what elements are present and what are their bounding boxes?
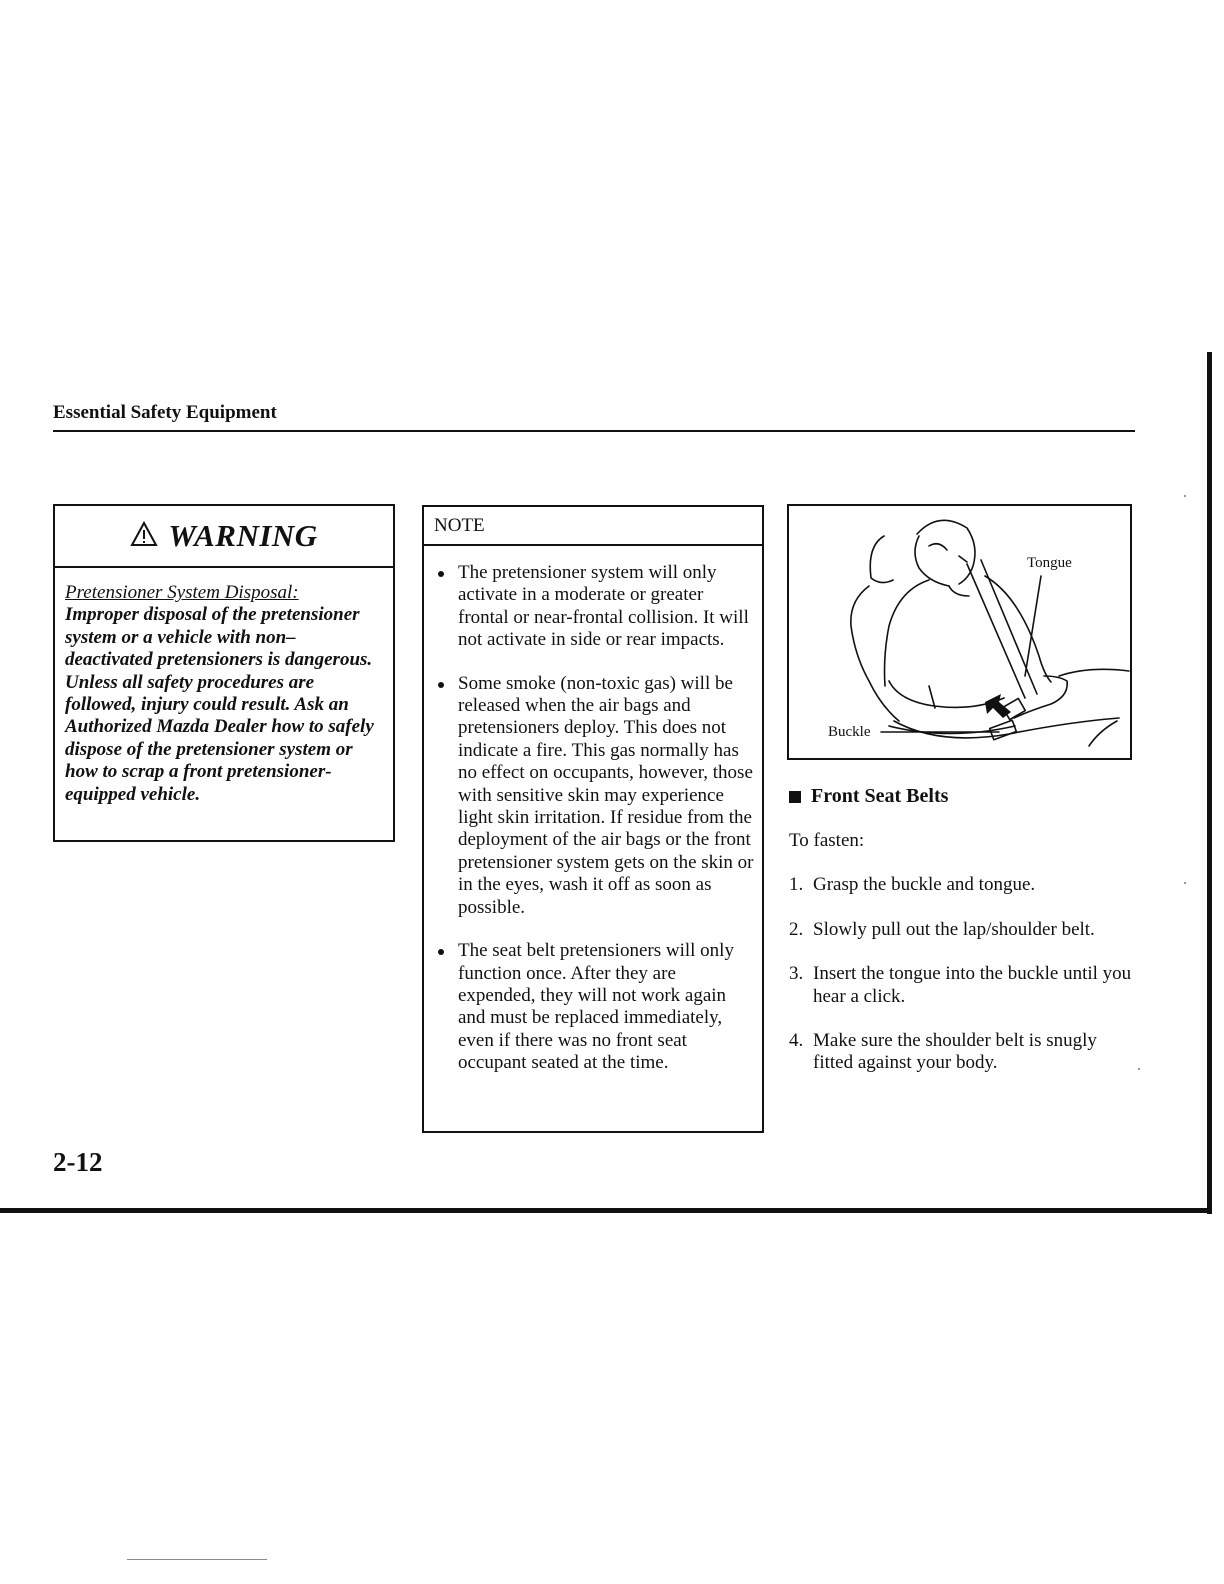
- front-seat-belts-title: Front Seat Belts: [811, 785, 949, 807]
- warning-text: Improper disposal of the pretensioner system or a vehicle with non–deactivated pretensioners is dangerous. Unless all safety procedures are followed, injury could result. Ask an Authorized Mazda Dealer how to safely dispose of the pretensioner system or how to scrap a front pretensioner-equipped vehicle.: [65, 604, 374, 805]
- fasten-steps: [789, 874, 1134, 1074]
- scan-speck: [1138, 1068, 1140, 1070]
- scan-speck: [1184, 882, 1186, 884]
- front-seat-belts-body: [789, 830, 1134, 1097]
- header-rule: [53, 430, 1135, 432]
- note-item: The seat belt pretensioners will only function once. After they are expended, they will not work again and must be replaced immediately, even if there was no front seat occupant seated at the time.: [436, 940, 754, 1074]
- step-item: 3. Insert the tongue into the buckle until you hear a click.: [789, 963, 1132, 1007]
- scan-speck: [1184, 495, 1186, 497]
- warning-title: WARNING: [168, 518, 318, 553]
- blue-underline: [127, 1559, 267, 1560]
- buckle-label: Buckle: [828, 724, 871, 740]
- seat-belt-drawing: [789, 506, 1130, 758]
- warning-box: [53, 504, 395, 842]
- note-item: The pretensioner system will only activate in a moderate or greater frontal or near-frontal collision. It will not activate in side or rear impacts.: [436, 562, 754, 652]
- step-item: 2. Slowly pull out the lap/shoulder belt.: [789, 918, 1095, 940]
- note-list: [424, 546, 762, 1075]
- front-seat-belts-heading: [789, 785, 948, 808]
- note-title: NOTE: [424, 507, 762, 546]
- step-item: 1. Grasp the buckle and tongue.: [789, 874, 1036, 896]
- step-item: 4. Make sure the shoulder belt is snugly fitted against your body.: [789, 1030, 1097, 1074]
- warning-body: [55, 568, 393, 806]
- note-item: Some smoke (non-toxic gas) will be released when the air bags and pretensioners deploy. This does not indicate a fire. This gas normally has no effect on occupants, however, those with sensitive skin may experience light skin irritation. If residue from the deployment of the air bags or the front pretensioner system gets on the skin or in the eyes, wash it off as soon as possible.: [436, 673, 754, 919]
- note-box: [422, 505, 764, 1133]
- warning-header: [55, 506, 393, 568]
- page-edge-bar: [1207, 352, 1212, 1214]
- seat-belt-illustration: [787, 504, 1132, 760]
- warning-subheading: Pretensioner System Disposal:: [65, 582, 299, 603]
- warning-triangle-icon: [130, 521, 158, 552]
- fasten-intro: To fasten:: [789, 830, 865, 851]
- square-bullet-icon: [789, 791, 801, 803]
- tongue-label: Tongue: [1027, 555, 1072, 571]
- section-title: Essential Safety Equipment: [53, 402, 277, 423]
- bottom-rule: [0, 1208, 1212, 1213]
- page-number: 2-12: [53, 1147, 103, 1177]
